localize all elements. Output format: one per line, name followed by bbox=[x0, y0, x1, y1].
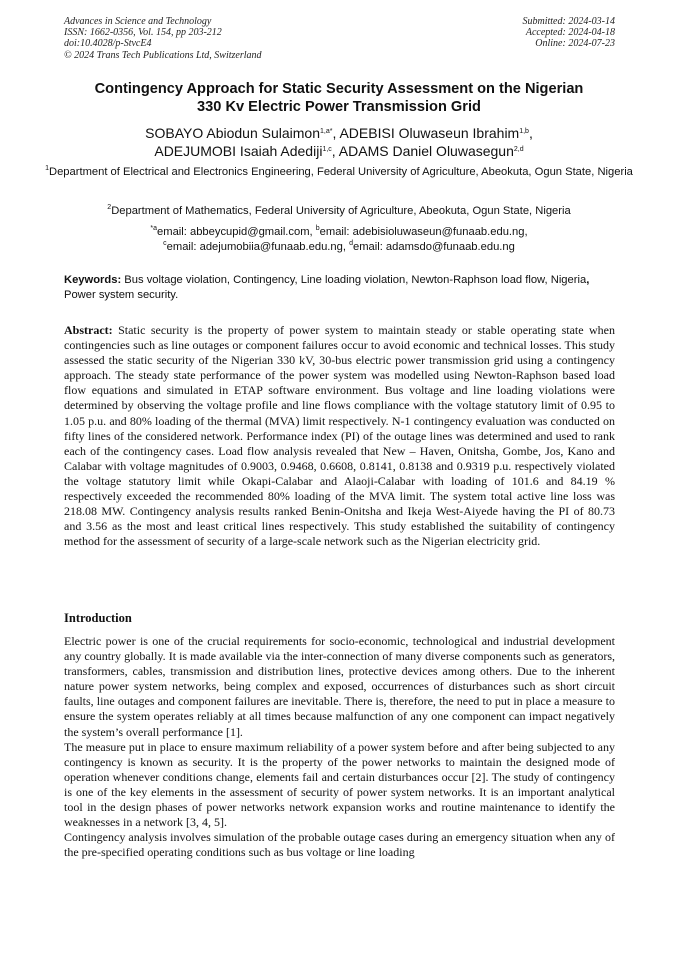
author-line-2: ADEJUMOBI Isaiah Adediji$^{1,c}$, ADAMS Daniel Oluwasegun$^{2,d}$ bbox=[154, 143, 524, 159]
affiliation-1-num: 1 bbox=[45, 165, 49, 172]
submitted-date: Submitted: 2024-03-14 bbox=[522, 16, 615, 27]
email-4[interactable]: email: adamsdo@funaab.edu.ng bbox=[352, 240, 515, 253]
affiliation-1-text: Department of Electrical and Electronics Engineering, Federal University of Agriculture, Abeokuta, Ogun State, Nigeria bbox=[48, 166, 633, 178]
paper-title bbox=[40, 81, 638, 116]
author-3-sup: 1,c bbox=[322, 146, 332, 153]
email-3[interactable]: email: adejumobiia@funaab.edu.ng, bbox=[166, 240, 350, 253]
copyright-line: © 2024 Trans Tech Publications Ltd, Switzerland bbox=[64, 49, 262, 61]
author-2-sup: 1,b bbox=[519, 128, 529, 135]
accepted-date: Accepted: 2024-04-18 bbox=[525, 27, 615, 39]
keywords-label: Keywords: bbox=[64, 274, 122, 286]
author-line-1: SOBAYO Abiodun Sulaimon$^{1,a*}$, ADEBISI Oluwaseun Ibrahim$^{1,b}$, bbox=[145, 125, 533, 141]
introduction-heading: Introduction bbox=[64, 611, 132, 625]
email-4-sup: d bbox=[349, 239, 353, 247]
affiliation-1 bbox=[40, 165, 638, 180]
abstract-text: Static security is the property of power system to maintain steady or stable operating state when contingencies such as line outages or component failures occur to avoid economic and technical losses. This study assessed the static security of the Nigerian 330 kV, 30-bus electric power transmission grid using a contingency approach. The steady state performance of the power system was modelled using Newton-Raphson based load flow equations and simulated in ETAP software environment. Bus voltage and line loading violations were determined by observing the voltage profile and line flows compliance with the voltage statutory limit of 0.95 to 1.05 p.u. and 80% loading of the thermal (MVA) limit respectively. N-1 contingency evaluation was conducted on fifty lines of the considered network. Performance index (PI) of the outage lines was determined and used to rank each of the contingency cases. Load flow analysis revealed that New – Haven, Onitsha, Gombe, Jos, Kano and Calabar with voltage magnitudes of 0.9003, 0.9468, 0.6608, 0.8141, 0.8138 and 0.9319 p.u. respectively violated the voltage statutory limit while Okapi-Calabar and Alaoji-Calabar with loading of 101.6 and 84.19 % respectively exceeded the recommended 80% loading of the MVA limit. The system total active line loss was 218.08 MW. Contingency analysis results ranked Benin-Onitsha and Ikeja West-Aiyede having the PI of 80.73 and 3.56 as the most and least critical lines respectively. This study established the suitability of contingency method for the assessment of security of a large-scale network such as the Nigerian electricity grid. bbox=[64, 323, 615, 549]
email-1[interactable]: email: abbeycupid@gmail.com, bbox=[157, 226, 316, 238]
email-line-2 bbox=[40, 240, 638, 255]
issn-line: ISSN: 1662-0356, Vol. 154, pp 203-212 bbox=[64, 27, 222, 39]
keywords-comma: , bbox=[586, 274, 590, 286]
introduction-body bbox=[64, 634, 615, 860]
author-4-name: ADAMS Daniel Oluwasegun bbox=[338, 143, 514, 159]
email-1-sup: *a bbox=[150, 225, 158, 232]
author-list bbox=[40, 124, 638, 160]
abstract-label: Abstract: bbox=[64, 323, 113, 337]
paragraph: Electric power is one of the crucial requirements for socio-economic, technological and industrial development any country globally. It is made available via the inter-connection of many diverse components such as generators, transformers, cables, transmission and distribution lines, protective devices among others. Due to the inherent nature power system networks, being complex and exposed, occurrences of disturbances such as short circuit faults, line outages and component failures are inevitable. There is, therefore, the need to put in place a measure to ensure the system operates reliably at all times because malfunction of any one component can impact negatively the system’s overall performance [1]. bbox=[64, 634, 615, 739]
abstract bbox=[64, 323, 615, 549]
journal-name: Advances in Science and Technology bbox=[64, 16, 212, 27]
email-3-sup: c bbox=[163, 239, 167, 247]
author-1-name: SOBAYO Abiodun Sulaimon bbox=[145, 125, 320, 141]
paragraph: Contingency analysis involves simulation of the probable outage cases during an emergency situation when any of the pre-specified operating conditions such as bus voltage or line loading bbox=[64, 830, 615, 860]
email-line-1 bbox=[40, 225, 638, 240]
author-4-sup: 2,d bbox=[513, 146, 524, 153]
keywords-text: Bus voltage violation, Contingency, Line loading violation, Newton-Raphson load flow, Nigeria bbox=[121, 274, 587, 286]
email-2-sup: b bbox=[315, 225, 320, 232]
online-date: Online: 2024-07-23 bbox=[535, 38, 615, 50]
affiliation-2-text: Department of Mathematics, Federal University of Agriculture, Abeokuta, Ogun State, Nigeria bbox=[111, 205, 571, 217]
paragraph: The measure put in place to ensure maximum reliability of a power system before and after being subjected to any contingency is known as security. It is the property of the power networks to maintain the designed mode of operation whenever conditions change, elements fail and certain disturbances occur [2]. The study of contingency is one of the key elements in the assessment of security of power system networks. It is an important analytical tool in the design phases of power networks network expansion works and routine maintenance to identify the weaknesses in a network [3, 4, 5]. bbox=[64, 739, 615, 830]
title-line-1: Contingency Approach for Static Security Assessment on the Nigerian bbox=[94, 81, 584, 97]
author-3-name: ADEJUMOBI Isaiah Adediji bbox=[154, 143, 323, 159]
affiliation-2-num: 2 bbox=[107, 204, 112, 211]
author-2-name: ADEBISI Oluwaseun Ibrahim bbox=[339, 125, 520, 141]
keywords-tail: Power system security. bbox=[64, 288, 179, 301]
keywords bbox=[64, 273, 615, 303]
email-list bbox=[40, 225, 638, 254]
title-line-2: 330 Kv Electric Power Transmission Grid bbox=[197, 98, 481, 115]
doi-line[interactable]: doi:10.4028/p-StvcE4 bbox=[64, 38, 152, 50]
dates-header bbox=[523, 16, 616, 50]
affiliation-2 bbox=[40, 204, 638, 219]
author-1-sup: 1,a* bbox=[319, 128, 333, 135]
journal-header bbox=[64, 16, 262, 61]
email-2[interactable]: email: adebisioluwaseun@funaab.edu.ng, bbox=[319, 226, 528, 238]
